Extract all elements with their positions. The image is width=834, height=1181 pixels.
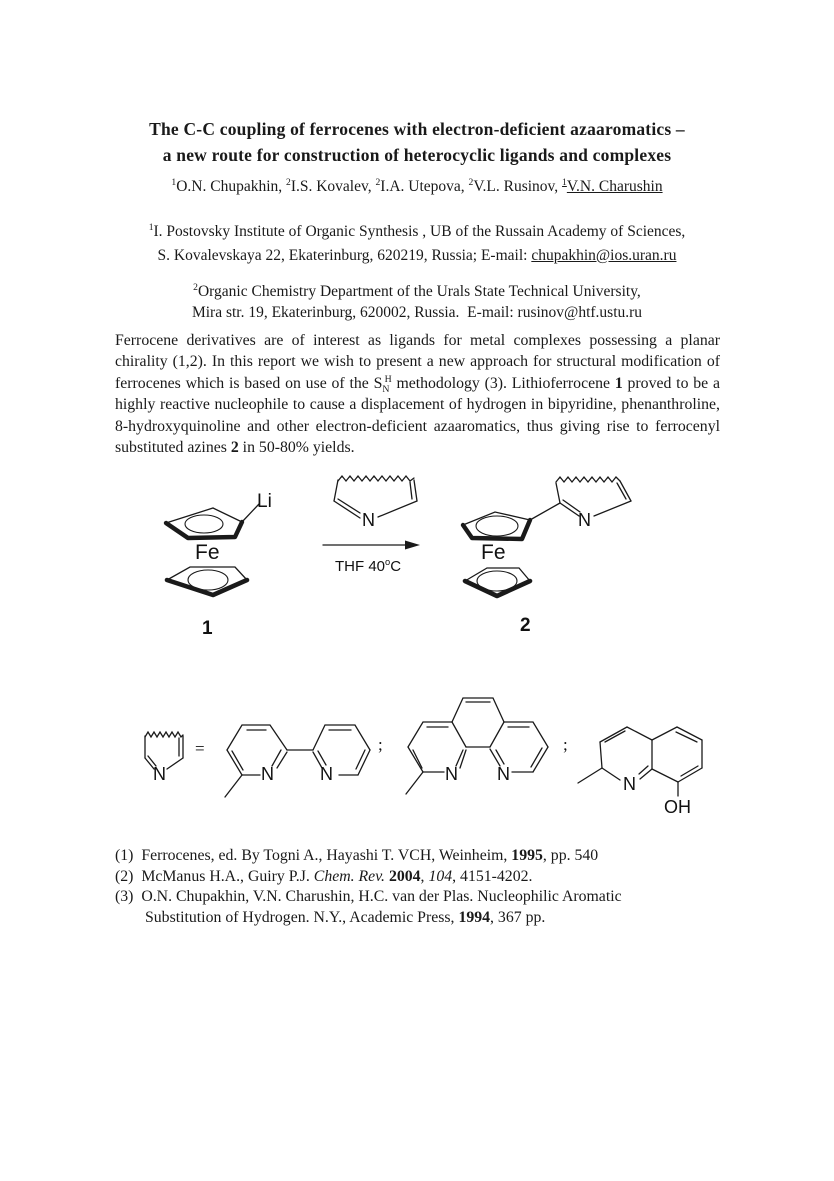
equals-sign: = — [195, 739, 205, 758]
wavy-bond — [556, 477, 620, 482]
attachment-bond — [406, 772, 423, 794]
semicolon-2: ; — [563, 735, 568, 754]
n-label-azine: N — [153, 764, 166, 784]
azine-definition-scheme — [115, 690, 735, 840]
affiliation-1 — [60, 220, 774, 268]
page-title — [60, 116, 774, 168]
azine-definition-drawing — [115, 690, 735, 840]
affiliation-2-line-1: $^2$Organic Chemistry Department of the Urals State Technical University, — [193, 281, 641, 300]
phenanthroline-structure — [406, 698, 548, 794]
n-label-reagent: N — [362, 510, 375, 530]
compound-1-label: 1 — [202, 618, 213, 639]
reaction-arrow — [323, 541, 420, 550]
reaction-conditions: THF 40$^o$C — [335, 557, 402, 575]
n-label-product: N — [578, 510, 591, 530]
azine-reagent-structure — [334, 476, 417, 518]
compound-2-label: 2 — [520, 615, 531, 636]
reaction-scheme — [115, 468, 735, 653]
attachment-bond — [578, 768, 602, 783]
semicolon-1: ; — [378, 735, 383, 754]
oh-label: OH — [664, 797, 691, 817]
n-label-bipyridine-left: N — [261, 764, 274, 784]
authors-line: $^1$O.N. Chupakhin, $^2$I.S. Kovalev, $^2$I.A. Utepova, $^2$V.L. Rusinov, $^1$V.N. Charushin — [171, 176, 663, 195]
attachment-bond — [225, 775, 242, 797]
affiliation-1-line-1: $^1$I. Postovsky Institute of Organic Synthesis , UB of the Russain Academy of Sciences, — [148, 221, 686, 240]
affiliation-2-line-2: Mira str. 19, Ekaterinburg, 620002, Russia. E-mail: rusinov@htf.ustu.ru — [191, 304, 643, 321]
affiliation-2 — [60, 281, 774, 323]
reference-2: (2) McManus H.A., Guiry P.J. Chem. Rev. 2004, 104, 4151-4202. — [115, 867, 533, 885]
title-line-1: The C-C coupling of ferrocenes with electron-deficient azaaromatics – — [149, 119, 685, 139]
wavy-bond — [145, 732, 183, 737]
abstract-paragraph: Ferrocene derivatives are of interest as ligands for metal complexes possessing a planar chirality (1,2). In this report we wish to present a new approach for structural modification of ferrocenes which is based on use of the $S_N^H$ methodology (3). Lithioferrocene 1 proved to be a highly reactive nucleophile to cause a displacement of hydrogen in bipyridine, phenanthroline, 8-hydroxyquinoline and other electron-deficient azaaromatics, thus giving rise to ferrocenyl substituted azines 2 in 50-80% yields. — [115, 332, 720, 457]
n-label-phenanthroline-left: N — [445, 764, 458, 784]
bipyridine-structure — [225, 725, 370, 797]
aryl-bond — [530, 503, 560, 520]
fe-label-left: Fe — [195, 541, 220, 564]
hydroxyquinoline-structure — [578, 727, 702, 796]
ferrocenyl-azine-structure — [463, 477, 631, 596]
affiliation-1-line-2: S. Kovalevskaya 22, Ekaterinburg, 620219, Russia; E-mail: chupakhin@ios.uran.ru — [157, 247, 677, 264]
li-label: Li — [257, 491, 272, 512]
title-line-2: a new route for construction of heterocyclic ligands and complexes — [162, 145, 672, 165]
n-label-quinoline: N — [623, 774, 636, 794]
fe-label-right: Fe — [481, 541, 506, 564]
n-label-phenanthroline-right: N — [497, 764, 510, 784]
n-label-bipyridine-right: N — [320, 764, 333, 784]
email-link-chupakhin[interactable]: chupakhin@ios.uran.ru — [531, 247, 677, 264]
wavy-bond — [338, 476, 414, 481]
reference-3: (3) O.N. Chupakhin, V.N. Charushin, H.C. van der Plas. Nucleophilic Aromatic Substitution of Hydrogen. N.Y., Academic Press, 1994, 367 pp. — [115, 888, 622, 926]
reference-1: (1) Ferrocenes, ed. By Togni A., Hayashi T. VCH, Weinheim, 1995, pp. 540 — [115, 847, 599, 864]
references-list — [115, 846, 695, 928]
